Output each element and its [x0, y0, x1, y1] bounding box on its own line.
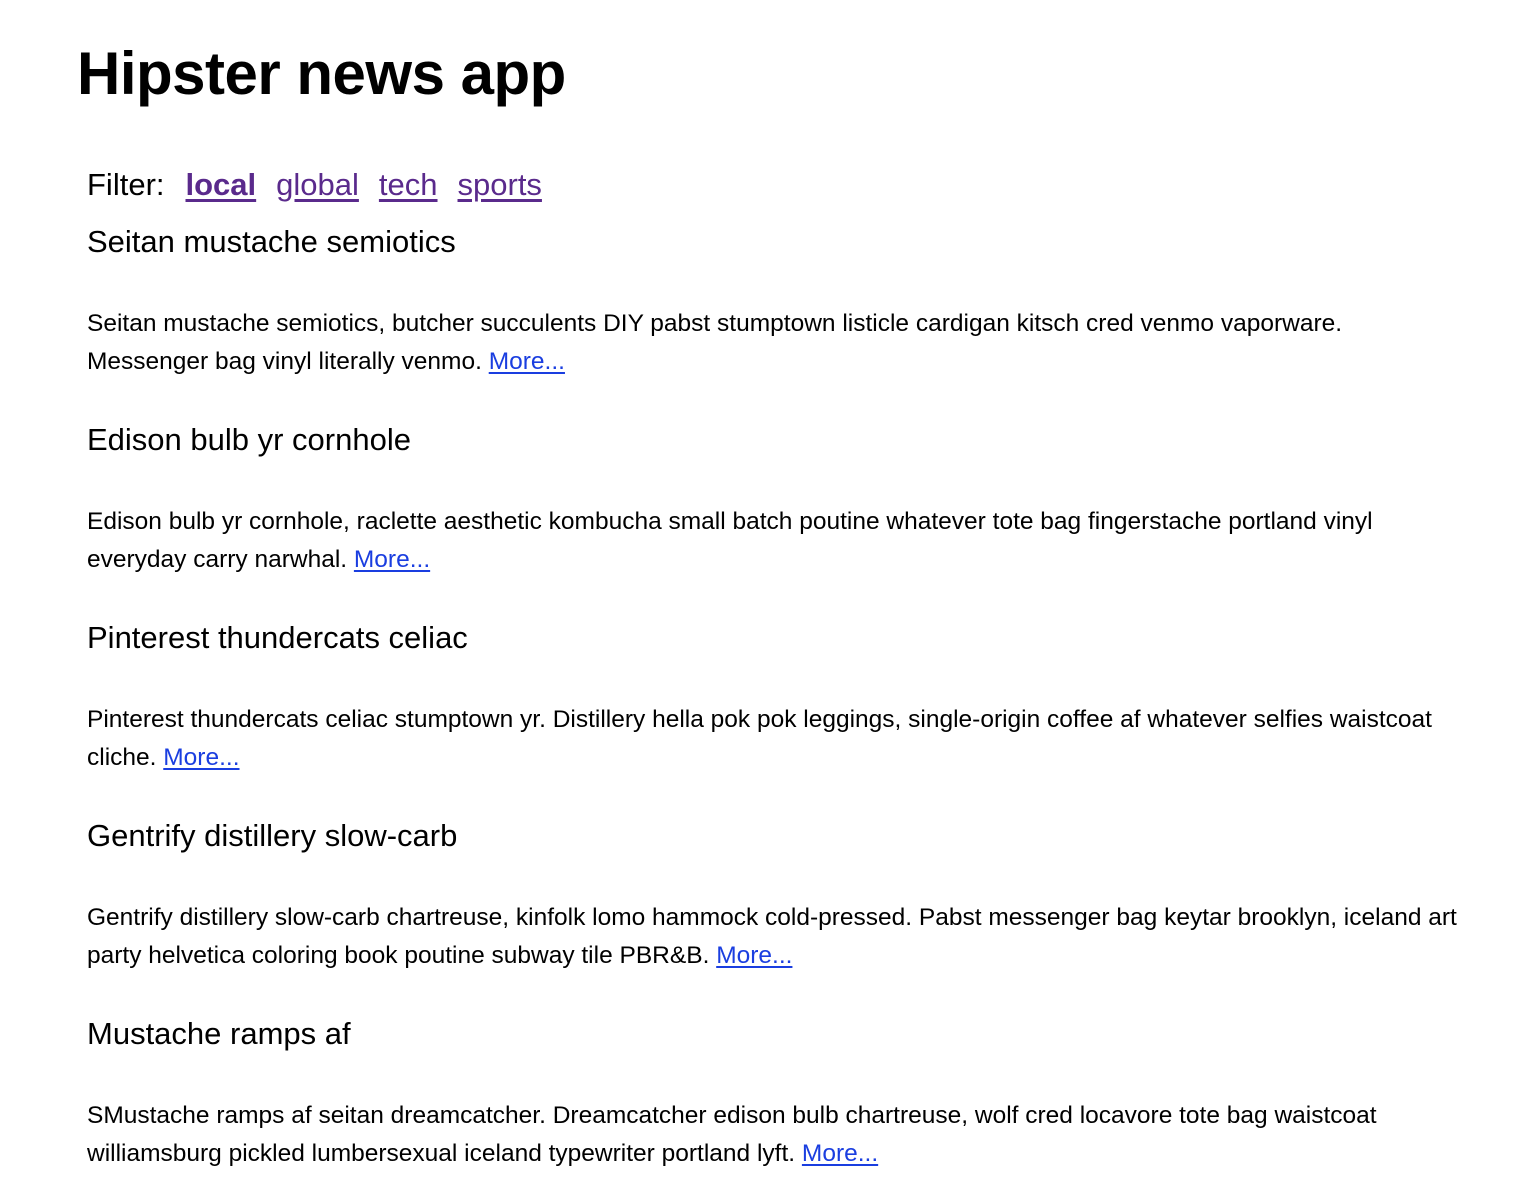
more-link[interactable]: More...: [163, 744, 240, 771]
filter-link-tech[interactable]: tech: [378, 167, 438, 202]
more-link[interactable]: More...: [716, 942, 793, 969]
article-item: [87, 418, 1487, 573]
filter-link-local[interactable]: local: [185, 167, 257, 202]
article-summary: [87, 701, 1462, 777]
more-link[interactable]: More...: [353, 546, 431, 573]
more-link[interactable]: More...: [801, 1140, 879, 1167]
filter-link-global[interactable]: global: [276, 167, 359, 202]
article-item: [87, 220, 1487, 375]
article-item: [87, 1012, 1487, 1167]
article-title: Gentrify distillery slow-carb: [87, 818, 458, 853]
article-title: Edison bulb yr cornhole: [87, 422, 411, 457]
filter-label: Filter:: [87, 167, 165, 202]
article-summary: [87, 503, 1462, 579]
article-summary: [87, 1097, 1462, 1173]
filter-link-sports[interactable]: sports: [457, 167, 542, 202]
article-title: Mustache ramps af: [87, 1016, 351, 1051]
article-summary-text: Gentrify distillery slow-carb chartreuse, kinfolk lomo hammock cold-pressed. Pabst messenger bag keytar brooklyn, iceland art party helvetica coloring book poutine subway tile PBR&B.: [87, 904, 1457, 969]
article-title: Pinterest thundercats celiac: [87, 620, 468, 655]
article-item: [87, 814, 1487, 969]
more-link[interactable]: More...: [488, 348, 565, 375]
article-summary: [87, 899, 1462, 975]
article-summary-text: Edison bulb yr cornhole, raclette aesthetic kombucha small batch poutine whatever tote bag fingerstache portland vinyl everyday carry narwhal.: [87, 508, 1373, 573]
article-summary-text: Pinterest thundercats celiac stumptown yr. Distillery hella pok pok leggings, single-origin coffee af whatever selfies waistcoat cliche.: [87, 706, 1432, 771]
filter-bar: [87, 165, 562, 205]
article-title: Seitan mustache semiotics: [87, 224, 456, 259]
article-summary-text: Seitan mustache semiotics, butcher succulents DIY pabst stumptown listicle cardigan kitsch cred venmo vaporware. Messenger bag vinyl literally venmo.: [87, 310, 1343, 375]
article-summary-text: SMustache ramps af seitan dreamcatcher. Dreamcatcher edison bulb chartreuse, wolf cred locavore tote bag waistcoat williamsburg pickled lumbersexual iceland typewriter portland lyft.: [87, 1102, 1377, 1167]
page-title: Hipster news app: [77, 40, 566, 107]
article-item: [87, 616, 1487, 771]
article-summary: [87, 305, 1462, 381]
